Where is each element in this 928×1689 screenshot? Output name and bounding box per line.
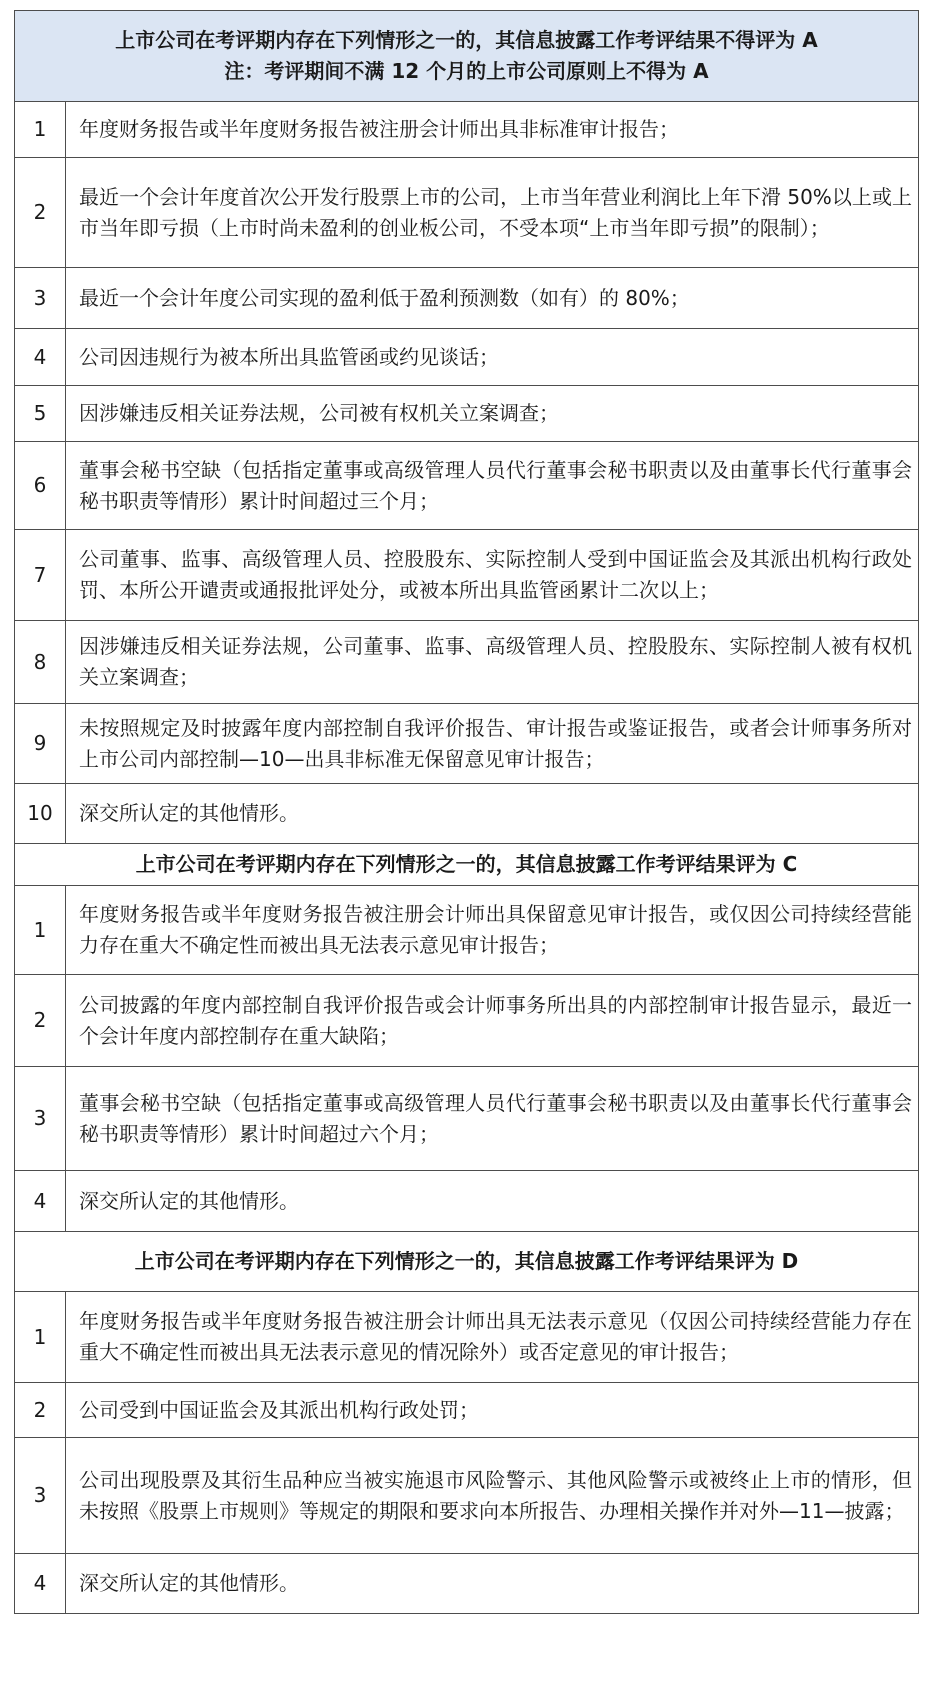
item-text: 深交所认定的其他情形。 <box>66 784 919 844</box>
item-number: 3 <box>15 1067 66 1171</box>
item-text: 公司受到中国证监会及其派出机构行政处罚； <box>66 1383 919 1438</box>
table-row <box>15 1554 919 1614</box>
item-text: 公司董事、监事、高级管理人员、控股股东、实际控制人受到中国证监会及其派出机构行政处罚、本所公开谴责或通报批评处分，或被本所出具监管函累计二次以上； <box>66 530 919 621</box>
item-text: 年度财务报告或半年度财务报告被注册会计师出具无法表示意见（仅因公司持续经营能力存在重大不确定性而被出具无法表示意见的情况除外）或否定意见的审计报告； <box>66 1292 919 1383</box>
item-text: 未按照规定及时披露年度内部控制自我评价报告、审计报告或鉴证报告，或者会计师事务所对上市公司内部控制—10—出具非标准无保留意见审计报告； <box>66 704 919 784</box>
item-number: 2 <box>15 1383 66 1438</box>
item-text: 深交所认定的其他情形。 <box>66 1554 919 1614</box>
table-row <box>15 329 919 386</box>
item-text: 年度财务报告或半年度财务报告被注册会计师出具保留意见审计报告，或仅因公司持续经营能力存在重大不确定性而被出具无法表示意见审计报告； <box>66 886 919 975</box>
table-row <box>15 158 919 268</box>
section-heading-row <box>15 844 919 886</box>
item-text: 公司出现股票及其衍生品种应当被实施退市风险警示、其他风险警示或被终止上市的情形，但未按照《股票上市规则》等规定的期限和要求向本所报告、办理相关操作并对外—11—披露； <box>66 1438 919 1554</box>
item-number: 4 <box>15 329 66 386</box>
table-row <box>15 530 919 621</box>
item-number: 5 <box>15 386 66 442</box>
item-number: 2 <box>15 158 66 268</box>
table-row <box>15 1292 919 1383</box>
table-row <box>15 784 919 844</box>
item-text: 深交所认定的其他情形。 <box>66 1171 919 1232</box>
table-header-row <box>15 11 919 102</box>
table-row <box>15 268 919 329</box>
table-row <box>15 442 919 530</box>
section-c-title: 上市公司在考评期内存在下列情形之一的，其信息披露工作考评结果评为 C <box>15 844 919 886</box>
item-text: 因涉嫌违反相关证券法规，公司被有权机关立案调查； <box>66 386 919 442</box>
item-number: 10 <box>15 784 66 844</box>
table-row <box>15 704 919 784</box>
item-number: 1 <box>15 886 66 975</box>
item-number: 3 <box>15 268 66 329</box>
table-row <box>15 1438 919 1554</box>
section-d-title: 上市公司在考评期内存在下列情形之一的，其信息披露工作考评结果评为 D <box>15 1232 919 1292</box>
item-text: 最近一个会计年度首次公开发行股票上市的公司，上市当年营业利润比上年下滑 50%以上或上市当年即亏损（上市时尚未盈利的创业板公司，不受本项“上市当年即亏损”的限制）； <box>66 158 919 268</box>
item-number: 4 <box>15 1171 66 1232</box>
evaluation-criteria-table <box>14 10 919 1614</box>
item-number: 3 <box>15 1438 66 1554</box>
table-row <box>15 1383 919 1438</box>
item-number: 8 <box>15 621 66 704</box>
item-text: 董事会秘书空缺（包括指定董事或高级管理人员代行董事会秘书职责以及由董事长代行董事会秘书职责等情形）累计时间超过六个月； <box>66 1067 919 1171</box>
item-text: 公司披露的年度内部控制自我评价报告或会计师事务所出具的内部控制审计报告显示，最近一个会计年度内部控制存在重大缺陷； <box>66 975 919 1067</box>
table-row <box>15 386 919 442</box>
table-row <box>15 975 919 1067</box>
table-row <box>15 102 919 158</box>
item-number: 7 <box>15 530 66 621</box>
table-header <box>15 11 919 102</box>
item-number: 2 <box>15 975 66 1067</box>
header-title: 上市公司在考评期内存在下列情形之一的，其信息披露工作考评结果不得评为 A <box>115 28 818 52</box>
table-row <box>15 1067 919 1171</box>
item-text: 年度财务报告或半年度财务报告被注册会计师出具非标准审计报告； <box>66 102 919 158</box>
item-text: 董事会秘书空缺（包括指定董事或高级管理人员代行董事会秘书职责以及由董事长代行董事会秘书职责等情形）累计时间超过三个月； <box>66 442 919 530</box>
item-number: 9 <box>15 704 66 784</box>
table-row <box>15 1171 919 1232</box>
section-heading-row <box>15 1232 919 1292</box>
item-text: 最近一个会计年度公司实现的盈利低于盈利预测数（如有）的 80%； <box>66 268 919 329</box>
table-row <box>15 621 919 704</box>
header-note: 注：考评期间不满 12 个月的上市公司原则上不得为 A <box>224 59 709 83</box>
table-row <box>15 886 919 975</box>
item-number: 6 <box>15 442 66 530</box>
item-number: 1 <box>15 102 66 158</box>
item-text: 因涉嫌违反相关证券法规，公司董事、监事、高级管理人员、控股股东、实际控制人被有权机关立案调查； <box>66 621 919 704</box>
item-number: 1 <box>15 1292 66 1383</box>
item-text: 公司因违规行为被本所出具监管函或约见谈话； <box>66 329 919 386</box>
item-number: 4 <box>15 1554 66 1614</box>
